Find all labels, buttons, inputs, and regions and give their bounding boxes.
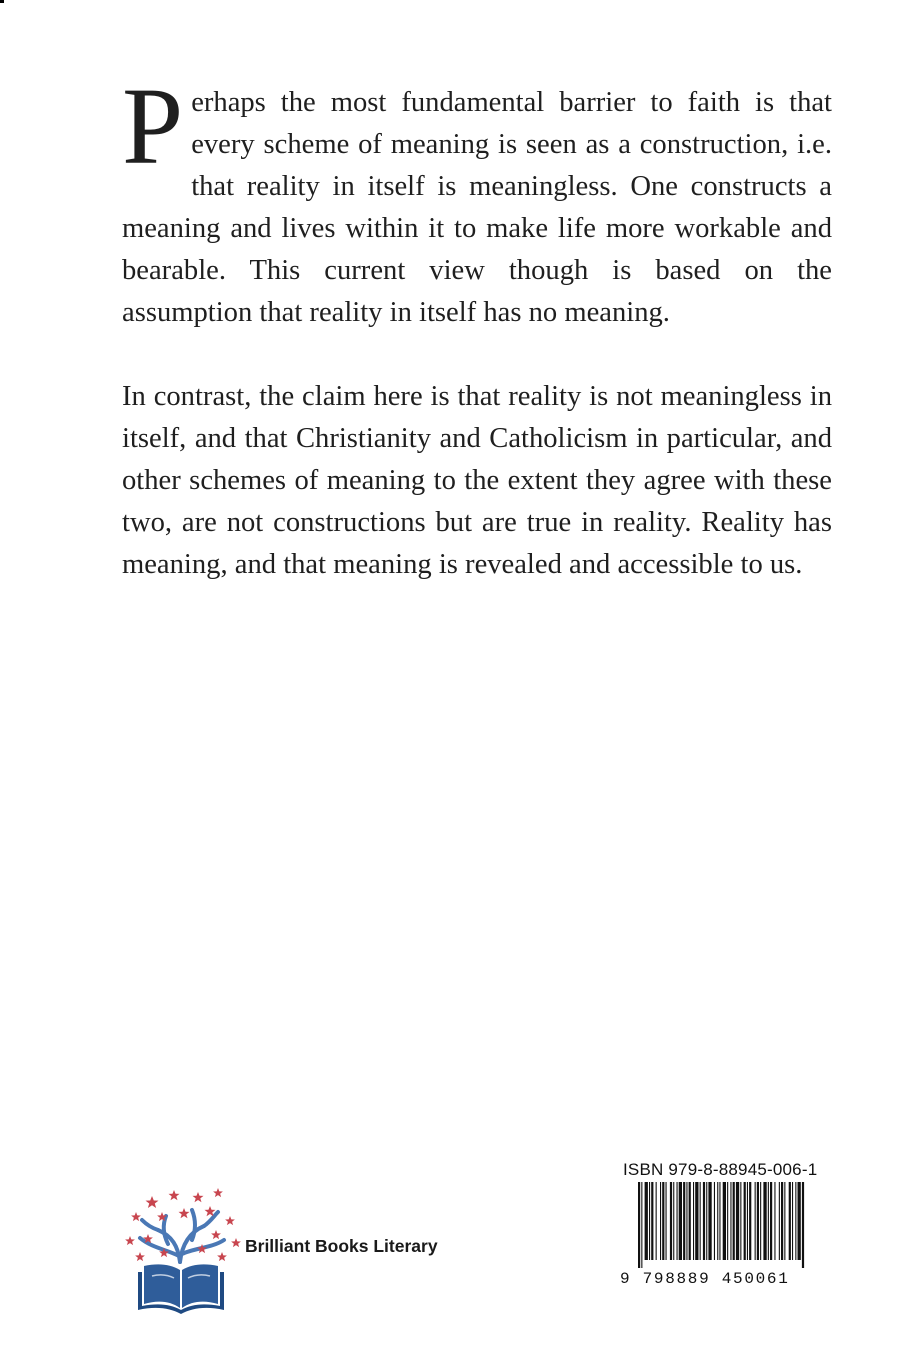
barcode-bar [784, 1182, 785, 1260]
barcode-bar [733, 1182, 735, 1260]
drop-cap-letter: P [122, 65, 184, 187]
barcode-bar [662, 1182, 664, 1260]
barcode-bar [693, 1182, 694, 1260]
barcode-bar [736, 1182, 739, 1260]
barcode-bar [789, 1182, 791, 1260]
barcode-bar [755, 1182, 756, 1260]
barcode-bar [666, 1182, 667, 1260]
open-book [138, 1264, 224, 1314]
barcode-bar [781, 1182, 783, 1260]
barcode-bar [700, 1182, 701, 1260]
barcode-bar [649, 1182, 650, 1260]
publisher-name: Brilliant Books Literary [245, 1236, 438, 1256]
publisher-logo [122, 1186, 482, 1316]
barcode-bar [757, 1182, 759, 1260]
barcode-bar [686, 1182, 687, 1260]
barcode-bar [723, 1182, 726, 1260]
barcode-bar [679, 1182, 682, 1260]
barcode-bar [802, 1182, 804, 1268]
barcode-bar [770, 1182, 772, 1260]
barcode-bar [760, 1182, 761, 1260]
barcode-bar [660, 1182, 661, 1260]
barcode-bar [706, 1182, 707, 1260]
barcode-bar [714, 1182, 715, 1260]
barcode-bar [779, 1182, 780, 1260]
barcode-bar [673, 1182, 674, 1260]
barcode-bar [641, 1182, 642, 1268]
barcode-bar [744, 1182, 746, 1260]
barcode-digits: 9 798889 450061 [620, 1270, 790, 1288]
isbn-barcode [620, 1160, 818, 1300]
barcode-bar [798, 1182, 801, 1260]
barcode-bar [768, 1182, 769, 1260]
barcode-bar [670, 1182, 672, 1260]
blurb-paragraph-2 [122, 376, 832, 586]
barcode-bar [656, 1182, 657, 1260]
barcode-bar [677, 1182, 678, 1260]
barcode-bar [719, 1182, 720, 1260]
blurb-paragraph-1-text: erhaps the most fundamental barrier to faith is that every scheme of meaning is seen as a construction, i.e. that reality in itself is meaningless. One constructs a meaning and lives within it to make life more workable and bearable. This current view though is based on the assumption that reality in itself has no meaning. [122, 87, 832, 328]
blurb-paragraph-2-text: In contrast, the claim here is that reality is not meaningless in itself, and that Christianity and Catholicism in particular, and other schemes of meaning to the extent they agree with these two, are not constructions but are true in reality. Reality has meaning, and that meaning is revealed and accessible to us. [122, 381, 832, 580]
barcode-bar [645, 1182, 648, 1260]
tree-branches [140, 1210, 224, 1262]
isbn-label: ISBN 979-8-88945-006-1 [623, 1160, 818, 1179]
barcode-bar [749, 1182, 751, 1260]
barcode-bar [795, 1182, 796, 1260]
barcode-bar [717, 1182, 718, 1260]
barcode-bar [774, 1182, 775, 1260]
barcode-bar [683, 1182, 685, 1260]
back-cover-blurb [122, 65, 832, 586]
blurb-paragraph-1 [122, 65, 832, 334]
barcode-bar [792, 1182, 793, 1260]
barcode-bar [763, 1182, 766, 1260]
barcode-bar [703, 1182, 705, 1260]
book-tree-stars-icon [122, 1186, 244, 1314]
barcode-bar [638, 1182, 640, 1268]
barcode-bar [730, 1182, 731, 1260]
barcode-bar [695, 1182, 698, 1260]
barcode-bar [689, 1182, 691, 1260]
barcode-bars [620, 1182, 806, 1270]
barcode-bar [747, 1182, 748, 1260]
barcode-bar [708, 1182, 711, 1260]
crop-mark [0, 0, 4, 3]
barcode-bar [651, 1182, 653, 1260]
barcode-bar [740, 1182, 741, 1260]
barcode-bar [727, 1182, 728, 1260]
